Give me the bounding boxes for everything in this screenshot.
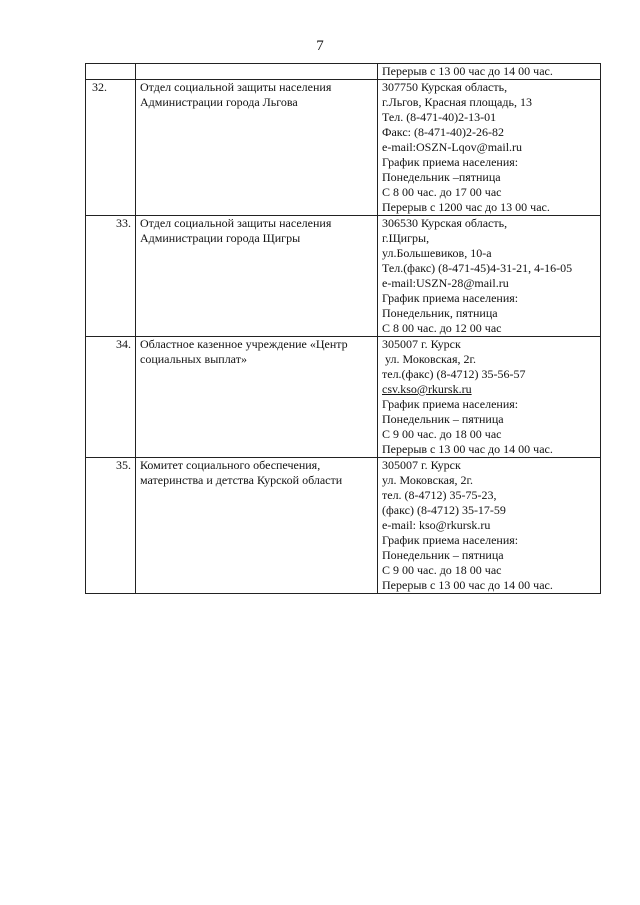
- schedule-days: Понедельник –пятница: [382, 170, 501, 184]
- schedule-days: Понедельник – пятница: [382, 412, 504, 426]
- organization-name-line: социальных выплат»: [140, 352, 247, 366]
- phone-line: тел.(факс) (8-4712) 35-56-57: [382, 367, 526, 381]
- page-number: 7: [316, 38, 324, 54]
- address-line: г.Щигры,: [382, 231, 430, 245]
- table-row: [86, 458, 601, 594]
- organizations-table: [85, 63, 601, 594]
- phone-line: Тел.(факс) (8-471-45)4-31-21, 4-16-05: [382, 261, 573, 275]
- organization-name-cell: [136, 216, 378, 337]
- schedule-heading: График приема населения:: [382, 155, 519, 169]
- schedule-hours: С 8 00 час. до 12 00 час: [382, 321, 502, 335]
- schedule-heading: График приема населения:: [382, 397, 519, 411]
- contact-cell: [378, 216, 601, 337]
- schedule-hours: С 9 00 час. до 18 00 час: [382, 427, 502, 441]
- schedule-days: Понедельник – пятница: [382, 548, 504, 562]
- schedule-break: Перерыв с 1200 час до 13 00 час.: [382, 200, 550, 214]
- organization-name-cell: [136, 80, 378, 216]
- row-number-cell: 33.: [86, 216, 136, 337]
- contact-cell: [378, 458, 601, 594]
- address-line: 306530 Курская область,: [382, 216, 508, 230]
- contact-cell: [378, 64, 601, 80]
- address-line: 305007 г. Курск: [382, 337, 461, 351]
- organization-name-cell: [136, 64, 378, 80]
- organization-name-cell: [136, 337, 378, 458]
- schedule-heading: График приема населения:: [382, 291, 519, 305]
- contact-cell: [378, 80, 601, 216]
- organization-name-line: материнства и детства Курской области: [140, 473, 343, 487]
- contact-line: Перерыв с 13 00 час до 14 00 час.: [382, 64, 553, 78]
- organization-name-line: Администрации города Щигры: [140, 231, 301, 245]
- organization-name-cell: [136, 458, 378, 594]
- email-line: e-mail:OSZN-Lqov@mail.ru: [382, 140, 523, 154]
- contact-cell: [378, 337, 601, 458]
- organization-name-line: Комитет социального обеспечения,: [140, 458, 321, 472]
- schedule-hours: С 9 00 час. до 18 00 час: [382, 563, 502, 577]
- table-row-continuation: [86, 64, 601, 80]
- schedule-hours: С 8 00 час. до 17 00 час: [382, 185, 502, 199]
- organization-name-line: Областное казенное учреждение «Центр: [140, 337, 348, 351]
- email-link[interactable]: csv.kso@rkursk.ru: [382, 382, 472, 396]
- address-line: ул.Большевиков, 10-а: [382, 246, 492, 260]
- phone-line: тел. (8-4712) 35-75-23,: [382, 488, 497, 502]
- address-line: г.Льгов, Красная площадь, 13: [382, 95, 532, 109]
- schedule-heading: График приема населения:: [382, 533, 519, 547]
- address-line: ул. Моковская, 2г.: [382, 352, 477, 366]
- row-number-cell: 34.: [86, 337, 136, 458]
- organization-name-line: Администрации города Льгова: [140, 95, 298, 109]
- address-line: ул. Моковская, 2г.: [382, 473, 474, 487]
- address-line: 305007 г. Курск: [382, 458, 461, 472]
- schedule-break: Перерыв с 13 00 час до 14 00 час.: [382, 442, 553, 456]
- table-row: [86, 337, 601, 458]
- phone-line: Тел. (8-471-40)2-13-01: [382, 110, 497, 124]
- organization-name-line: Отдел социальной защиты населения: [140, 216, 332, 230]
- row-number-cell: 32.: [86, 80, 136, 216]
- email-line: e-mail:USZN-28@mail.ru: [382, 276, 509, 290]
- schedule-break: Перерыв с 13 00 час до 14 00 час.: [382, 578, 553, 592]
- row-number-cell: [86, 64, 136, 80]
- fax-line: Факс: (8-471-40)2-26-82: [382, 125, 504, 139]
- fax-line: (факс) (8-4712) 35-17-59: [382, 503, 506, 517]
- table-row: [86, 80, 601, 216]
- organization-name-line: Отдел социальной защиты населения: [140, 80, 332, 94]
- email-line: e-mail: kso@rkursk.ru: [382, 518, 491, 532]
- row-number-cell: 35.: [86, 458, 136, 594]
- schedule-days: Понедельник, пятница: [382, 306, 498, 320]
- table-row: [86, 216, 601, 337]
- address-line: 307750 Курская область,: [382, 80, 508, 94]
